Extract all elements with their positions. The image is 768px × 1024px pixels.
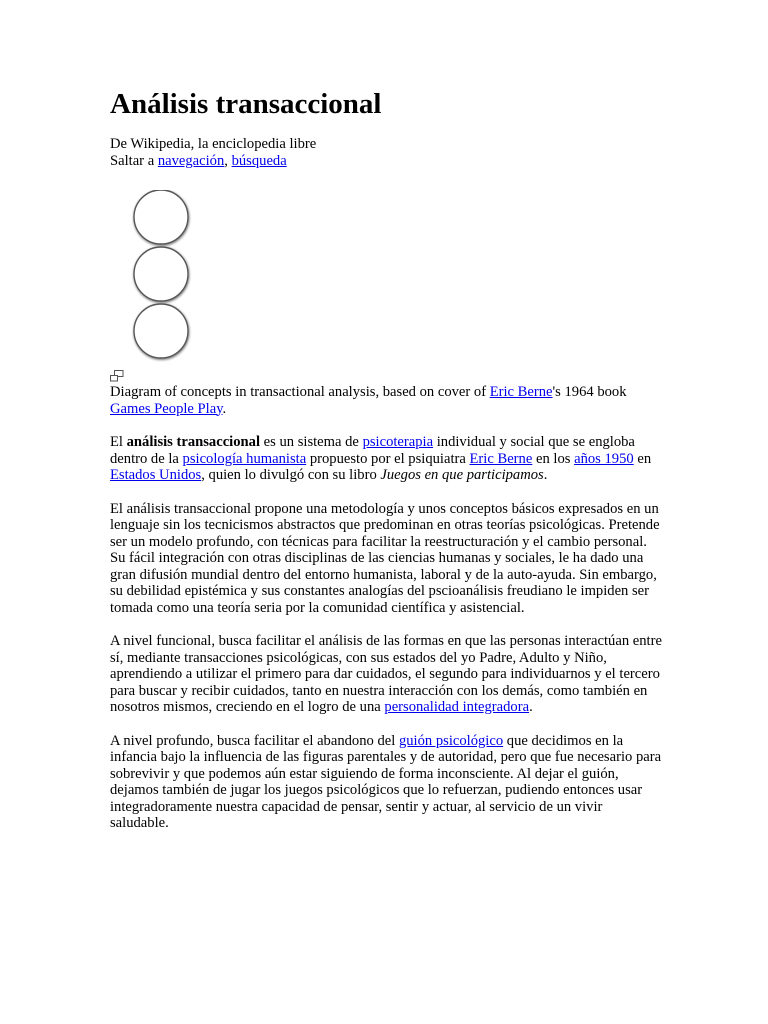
games-people-play-link[interactable]: Games People Play [110, 400, 223, 417]
guion-psicologico-link[interactable]: guión psicológico [398, 732, 504, 749]
text: . [529, 699, 533, 715]
page-title: Análisis transaccional [110, 88, 382, 120]
text: propuesto por el psiquiatra [306, 450, 470, 467]
text: individual y social que se engloba dentro de la [110, 434, 635, 467]
text: A nivel profundo, busca facilitar el abandono del [110, 732, 399, 749]
bold-term: análisis transaccional [126, 434, 261, 450]
eric-berne-link[interactable]: Eric Berne [469, 450, 533, 467]
paragraph-deep [110, 733, 662, 832]
psicologia-humanista-link[interactable]: psicología humanista [182, 450, 307, 467]
text: que decidimos en la infancia bajo la influencia de las figuras parentales y de autoridad, pero que fue necesario para sobrevivir y que podemos aún estar siguiendo de forma inconsciente. Al dejar el guión, dejamos también de jugar los juegos psicológicos que lo refuerzan, pudiendo entonces usar integradoramente nuestra capacidad de pensar, sentir y actuar, al servicio de un vivir saludable. [110, 732, 662, 831]
navigation-link[interactable]: navegación [157, 153, 225, 169]
paragraph-functional [110, 633, 662, 716]
book-title: Juegos en que participamos [380, 467, 544, 483]
anos-1950-link[interactable]: años 1950 [574, 450, 634, 467]
estados-unidos-link[interactable]: Estados Unidos [110, 467, 202, 483]
ego-states-figure[interactable] [110, 190, 662, 370]
personalidad-integradora-link[interactable]: personalidad integradora [384, 699, 530, 715]
text: El [110, 434, 127, 450]
jump-separator: , [224, 153, 232, 169]
psicoterapia-link[interactable]: psicoterapia [362, 434, 434, 450]
adult-circle [134, 247, 188, 301]
text: es un sistema de [260, 434, 363, 450]
text: . [543, 467, 548, 483]
jump-prefix: Saltar a [110, 153, 158, 169]
paragraph-methodology: El análisis transaccional propone una metodología y unos conceptos básicos expresados en un lenguaje sin los tecnicismos abstractos que predominan en otras teorías psicológicas. Pretende ser un modelo profundo, con técnicas para facilitar la reestructuración y el cambio personal. Su fácil integración con otras disciplinas de las ciencias humanas y sociales, le ha dado una gran difusión mundial dentro del entorno humanista, laboral y de la auto-ayuda. Sin embargo, su debilidad epistémica y sus constantes analogías del pscioanálisis freudiano le impiden ser tomada como una teoría seria por la comunidad científica y asistencial. [110, 500, 660, 616]
jump-links [110, 153, 662, 170]
search-link[interactable]: búsqueda [231, 153, 287, 169]
paragraph-intro [110, 434, 662, 484]
child-circle [134, 304, 188, 358]
text: en [633, 450, 652, 467]
eric-berne-link[interactable]: Eric Berne [489, 384, 553, 400]
article [110, 86, 662, 832]
caption-text: 's 1964 book [552, 384, 627, 400]
tagline: De Wikipedia, la enciclopedia libre [110, 136, 317, 152]
ego-states-diagram-icon[interactable] [126, 190, 216, 370]
text: , quien lo divulgó con su libro [201, 467, 381, 483]
figure-caption [110, 384, 662, 417]
caption-text: . [222, 400, 227, 417]
caption-text: Diagram of concepts in transactional analysis, based on cover of [110, 384, 490, 400]
parent-circle [134, 190, 188, 244]
text: en los [532, 450, 575, 467]
text: A nivel funcional, busca facilitar el análisis de las formas en que las personas interactúan entre sí, mediante transacciones psicológicas, con sus estados del yo Padre, Adulto y Niño, aprendiendo a utilizar el primero para dar cuidados, el segundo para individuarnos y el tercero para buscar y recibir cuidados, tanto en nuestra interacción con los demás, como también en nosotros mismos, creciendo en el logro de una [110, 633, 662, 715]
magnify-icon[interactable] [110, 370, 124, 382]
article-meta [110, 136, 662, 170]
